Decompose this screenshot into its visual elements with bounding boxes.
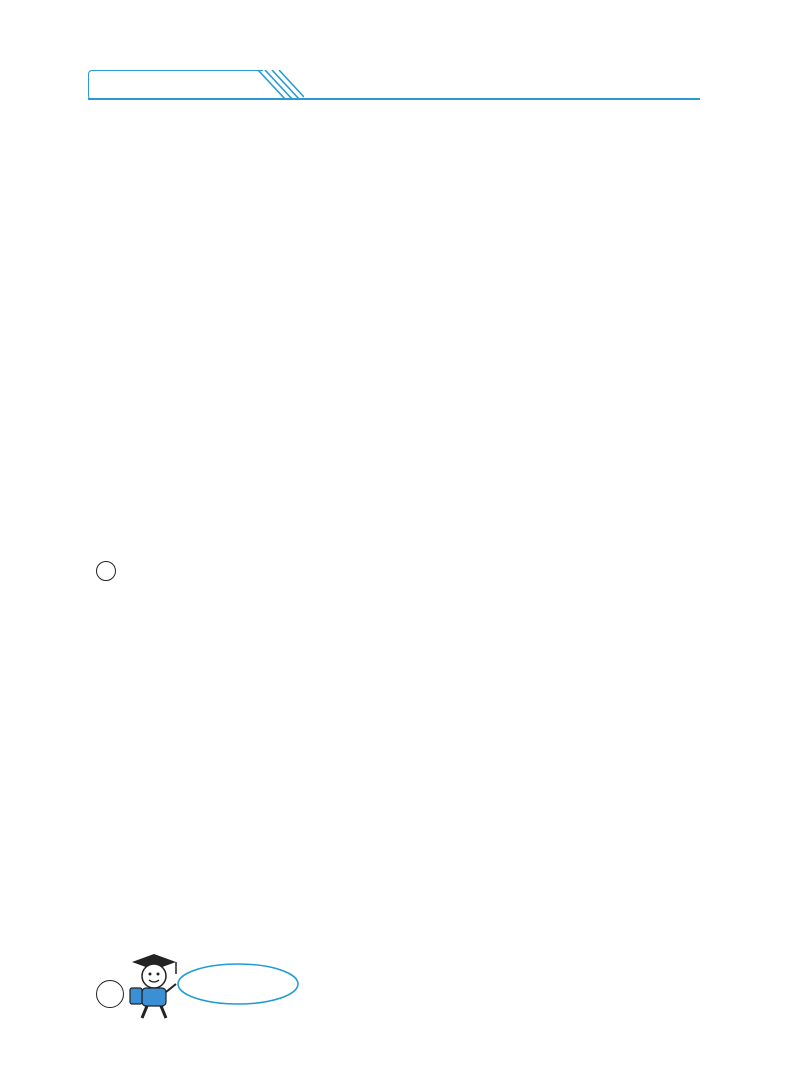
header-grade-subject [88, 70, 263, 100]
header-rule [88, 98, 700, 100]
circle-icon [96, 561, 116, 581]
header-stripes-decoration [256, 70, 304, 100]
student-mascot-icon [120, 950, 180, 1020]
speech-bubble [176, 962, 300, 1006]
section2-title [95, 561, 117, 582]
